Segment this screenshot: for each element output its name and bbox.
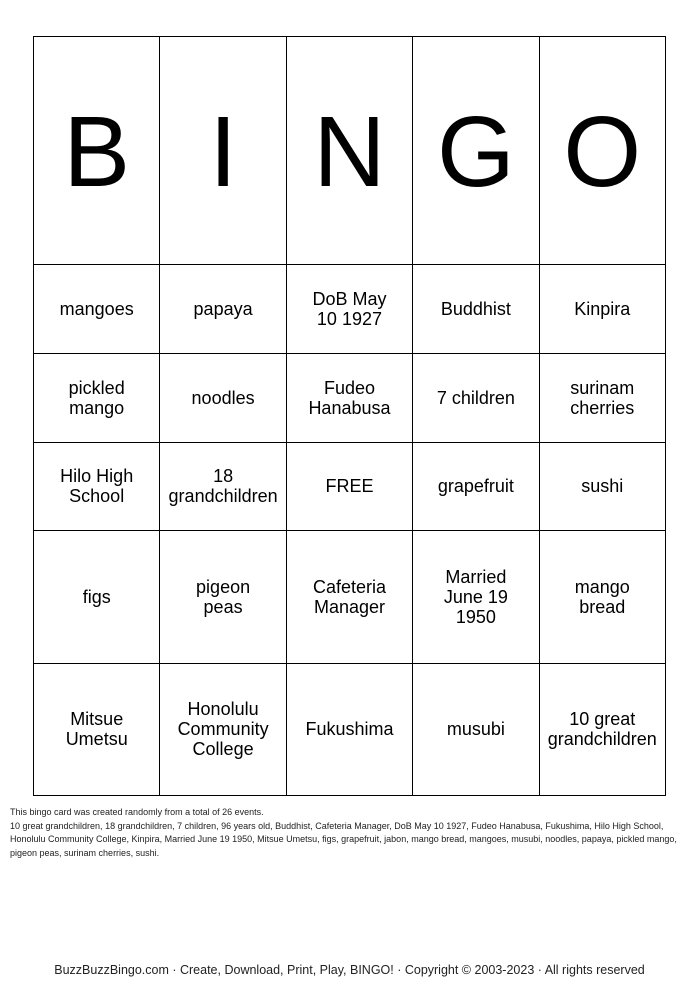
bingo-cell <box>539 663 665 795</box>
bingo-cell <box>413 663 539 795</box>
header-letter-g: G <box>413 37 539 265</box>
site-footer: BuzzBuzzBingo.com · Create, Download, Print, Play, BINGO! · Copyright © 2003-2023 · All rights reserved <box>54 963 645 977</box>
bingo-cell <box>160 353 286 442</box>
bingo-cell-text: pigeon peas <box>196 577 251 618</box>
bingo-cell <box>34 663 160 795</box>
bingo-cell <box>539 531 665 663</box>
bingo-cell-text: 18 grandchildren <box>168 466 278 507</box>
bingo-cell <box>539 442 665 531</box>
note-events-list: 10 great grandchildren, 18 grandchildren, 7 children, 96 years old, Buddhist, Cafeteria Manager, DoB May 10 1927, Fudeo Hanabusa, Fukushima, Hilo High School, Honolulu Community College, Kinpira, Married June 19 1950, Mitsue Umetsu, figs, grapefruit, jabon, mango bread, mangoes, musubi, noodles, papaya, pickled mango, pigeon peas, surinam cherries, sushi. <box>10 820 677 858</box>
card-events-note <box>10 806 690 860</box>
bingo-cell-text: 7 children <box>436 387 515 408</box>
bingo-cell <box>34 442 160 531</box>
bingo-cell-text: Buddhist <box>440 298 511 319</box>
bingo-cell-text: Hilo High School <box>60 466 134 507</box>
free-space-text: FREE <box>325 476 374 497</box>
bingo-cell-text: musubi <box>446 719 505 740</box>
bingo-cell <box>160 442 286 531</box>
bingo-cell-text: papaya <box>193 298 253 319</box>
bingo-cell <box>160 663 286 795</box>
bingo-row <box>34 442 666 531</box>
bingo-cell <box>160 264 286 353</box>
bingo-cell <box>34 353 160 442</box>
bingo-cell-text: Kinpira <box>574 298 631 319</box>
bingo-cell-text: 10 great grandchildren <box>547 709 657 750</box>
bingo-cell <box>286 663 412 795</box>
note-intro: This bingo card was created randomly from a total of 26 events. <box>10 807 264 817</box>
header-letter-n: N <box>286 37 412 265</box>
bingo-row <box>34 353 666 442</box>
bingo-cell <box>413 264 539 353</box>
header-letter-b: B <box>34 37 160 265</box>
bingo-cell <box>539 264 665 353</box>
header-letter-o: O <box>539 37 665 265</box>
bingo-row <box>34 663 666 795</box>
bingo-cell-text: figs <box>82 587 111 608</box>
bingo-cell <box>286 531 412 663</box>
bingo-cell-text: Fudeo Hanabusa <box>308 377 391 418</box>
header-letter-i: I <box>160 37 286 265</box>
bingo-cell-text: pickled mango <box>68 377 125 418</box>
bingo-cell <box>160 531 286 663</box>
bingo-header-row <box>34 37 666 265</box>
bingo-cell <box>539 353 665 442</box>
bingo-cell <box>286 264 412 353</box>
bingo-cell-text: Honolulu Community College <box>177 699 269 760</box>
bingo-cell <box>286 353 412 442</box>
free-space-cell <box>286 442 412 531</box>
bingo-cell <box>413 531 539 663</box>
bingo-cell-text: Married June 19 1950 <box>443 567 508 628</box>
bingo-cell-text: DoB May 10 1927 <box>312 288 387 329</box>
bingo-row <box>34 264 666 353</box>
bingo-cell <box>413 353 539 442</box>
bingo-cell-text: mangoes <box>59 298 134 319</box>
bingo-cell <box>34 264 160 353</box>
bingo-cell-text: surinam cherries <box>570 377 635 418</box>
bingo-cell-text: Fukushima <box>305 719 394 740</box>
bingo-cell-text: sushi <box>581 476 624 497</box>
bingo-cell-text: mango bread <box>574 577 630 618</box>
bingo-cell-text: grapefruit <box>437 476 514 497</box>
bingo-cell <box>34 531 160 663</box>
bingo-card <box>33 36 666 796</box>
bingo-cell-text: Mitsue Umetsu <box>65 709 128 750</box>
bingo-cell-text: noodles <box>191 387 255 408</box>
bingo-cell <box>413 442 539 531</box>
bingo-row <box>34 531 666 663</box>
bingo-cell-text: Cafeteria Manager <box>312 577 386 618</box>
